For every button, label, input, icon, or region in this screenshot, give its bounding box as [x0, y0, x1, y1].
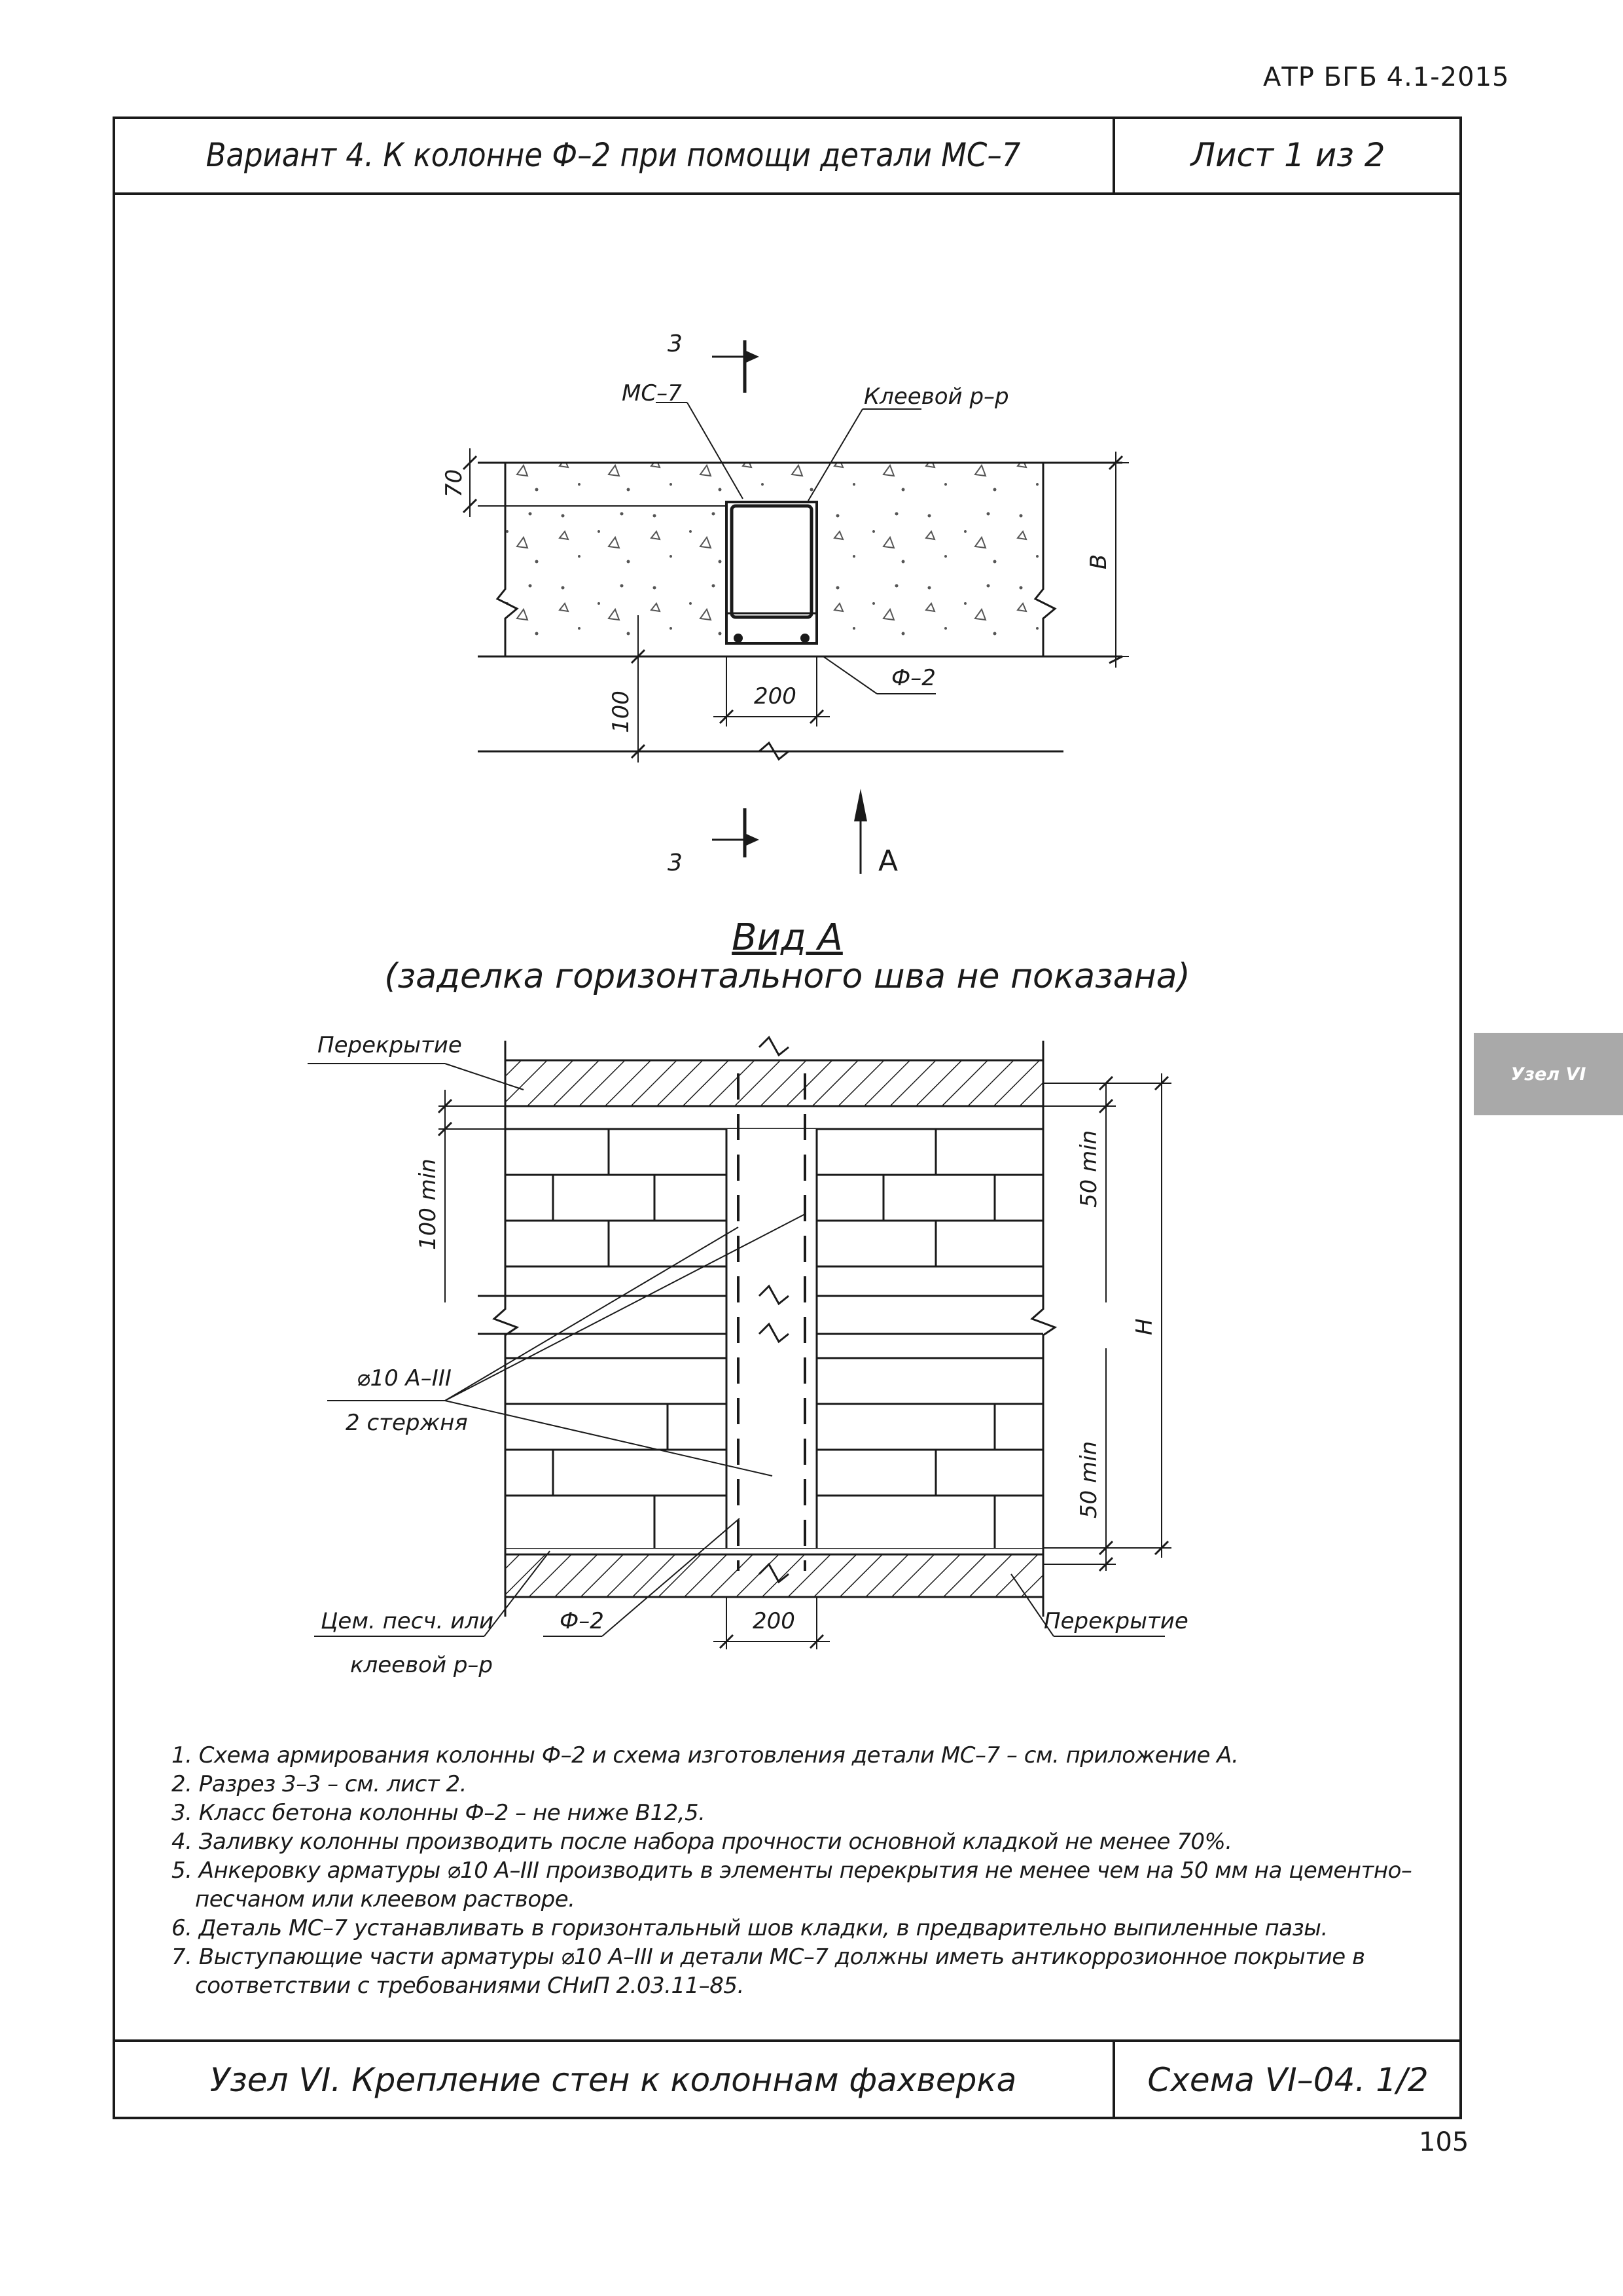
plan-section-view: [441, 331, 1129, 878]
note-item: 5. Анкеровку арматуры ⌀10 А–III производить в элементы перекрытия не менее чем на 50 мм на цементно–песчаном или клеевом растворе.: [171, 1857, 1412, 1912]
label-slab-bottom: Перекрытие: [1044, 1608, 1188, 1634]
page-number: 105: [1419, 2127, 1469, 2157]
rebar-dot-right: [800, 634, 810, 643]
dim-h-label: Н: [1132, 1318, 1158, 1335]
slab-top: [505, 1060, 1043, 1106]
label-mc7: МС–7: [622, 380, 682, 406]
footer-scheme-number: Схема VI–04. 1/2: [1147, 2061, 1429, 2099]
document-code: АТР БГБ 4.1-2015: [1263, 62, 1510, 92]
header-title: Вариант 4. К колонне Ф–2 при помощи детали МС–7: [205, 136, 1021, 174]
section-mark-bottom: 3: [668, 850, 683, 876]
header-sheet-number: Лист 1 из 2: [1190, 136, 1385, 174]
dim-200-label: 200: [754, 683, 796, 709]
column-f2-section: [726, 502, 817, 643]
label-rebar: ⌀10 А–III: [357, 1365, 452, 1391]
dim-100-label: 100: [608, 691, 634, 733]
dim-50min-bottom-label: 50 min: [1076, 1441, 1102, 1518]
dim-70-label: 70: [441, 469, 467, 497]
elevation-view-a: [308, 1032, 1188, 1678]
dim-100min-label: 100 min: [415, 1158, 441, 1250]
label-slab-top: Перекрытие: [317, 1032, 462, 1058]
rebar-dot-left: [734, 634, 743, 643]
label-column-f2: Ф–2: [891, 665, 936, 691]
label-mortar-line1: Цем. песч. или: [321, 1608, 494, 1634]
section-mark-top: 3: [668, 331, 683, 357]
note-item: 2. Разрез 3–3 – см. лист 2.: [171, 1771, 467, 1797]
label-column-f2-elev: Ф–2: [560, 1608, 604, 1634]
dim-200-elev-label: 200: [753, 1608, 795, 1634]
note-item: 1. Схема армирования колонны Ф–2 и схема изготовления детали МС–7 – см. приложение А.: [171, 1742, 1239, 1768]
dim-50min-top-label: 50 min: [1076, 1130, 1102, 1208]
footer-title: Узел VI. Крепление стен к колоннам фахверка: [209, 2061, 1017, 2099]
note-item: 4. Заливку колонны производить после набора прочности основной кладкой не менее 70%.: [171, 1829, 1232, 1855]
view-a-title: Вид А: [732, 916, 843, 959]
notes-list: [171, 1741, 1428, 2000]
view-a-arrow-label: А: [878, 844, 899, 878]
note-item: 7. Выступающие части арматуры ⌀10 А–III и детали МС–7 должны иметь антикоррозионное покрытие в соответствии с требованиями СНиП 2.03.11–85.: [171, 1944, 1365, 1999]
note-item: 3. Класс бетона колонны Ф–2 – не ниже В12,5.: [171, 1800, 705, 1826]
slab-bottom: [505, 1554, 1043, 1597]
label-glue: Клеевой р–р: [864, 384, 1009, 410]
dim-b-label: В: [1086, 554, 1112, 569]
column-leader: [823, 656, 877, 694]
label-mortar-line2: клеевой р–р: [350, 1652, 493, 1678]
view-a-subtitle: (заделка горизонтального шва не показана): [384, 957, 1190, 996]
note-item: 6. Деталь МС–7 устанавливать в горизонтальный шов кладки, в предварительно выпиленные пазы.: [171, 1915, 1328, 1941]
label-rebar-count: 2 стержня: [346, 1410, 468, 1436]
section-side-tab[interactable]: Узел VI: [1474, 1033, 1623, 1115]
